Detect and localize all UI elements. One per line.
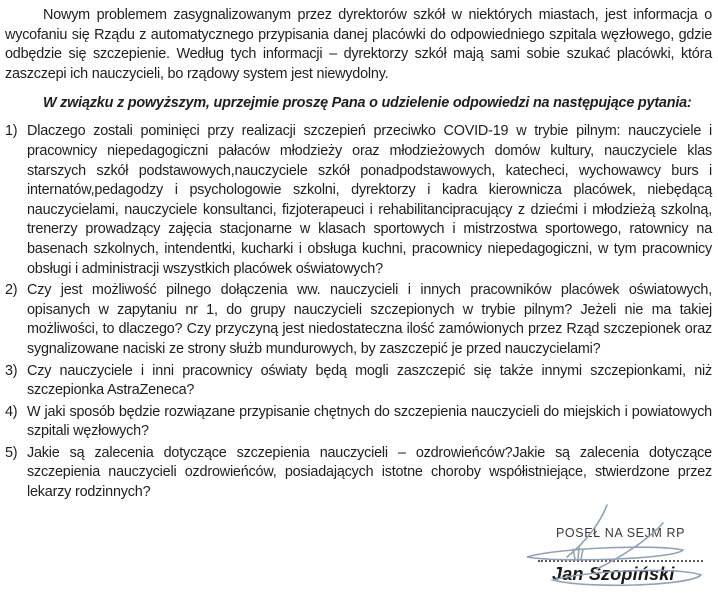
question-text: Czy nauczyciele i inni pracownicy oświaty będą mogli zaszczepić się także innymi szczepionkami, niż szczepionka AstraZeneca? xyxy=(27,362,712,399)
signature-title: POSEŁ NA SEJM RP xyxy=(556,526,686,540)
opening-paragraph: Nowym problemem zasygnalizowanym przez dyrektorów szkół w niektórych miastach, jest informacja o wycofaniu się Rządu z automatycznego przypisania danej placówki do odpowiedniego szpitala węzłowego, gdzie odbędzie się szczepienie. Według tych informacji – dyrektorzy szkół mają sami sobie szukać placówki, która zaszczepi ich nauczycieli, bo rządowy system jest niewydolny. xyxy=(5,7,712,82)
question-item-4 xyxy=(5,403,712,442)
question-item-3 xyxy=(5,362,712,401)
question-text: Jakie są zalecenia dotyczące szczepienia nauczycieli – ozdrowieńców?Jakie są zalecenia dotyczące szczepienia nauczycieli ozdrowieńców, posiadających istotne choroby współistniejące, stwierdzone przez lekarzy rodzinnych? xyxy=(27,444,712,501)
question-number: 1) xyxy=(5,123,18,140)
questions-list xyxy=(5,122,712,502)
question-item-5 xyxy=(5,444,712,503)
question-number: 4) xyxy=(5,403,18,420)
question-item-1 xyxy=(5,122,712,279)
question-text: Czy jest możliwość pilnego dołączenia ww. nauczycieli i innych pracowników placówek oświatowych, opisanych w zapytaniu nr 1, do grupy nauczycieli szczepionych w trybie pilnym? Jeżeli nie ma takiej możliwości, to dlaczego? Czy przyczyną jest niedostateczna ilość zamówionych przez Rząd szczepionek oraz sygnalizowane naciski ze strony służb mundurowych, by zaszczepić je przed nauczycielami? xyxy=(27,282,712,357)
question-number: 2) xyxy=(5,282,18,299)
signature-name: Jan Szopiński xyxy=(552,564,675,584)
question-number: 5) xyxy=(5,444,18,461)
question-item-2 xyxy=(5,281,712,359)
signature-dotted-line xyxy=(538,560,703,562)
questions-intro-line: W związku z powyższym, uprzejmie proszę Pana o udzielenie odpowiedzi na następujące pytania: xyxy=(43,95,692,112)
question-number: 3) xyxy=(5,362,18,379)
question-text: Dlaczego zostali pominięci przy realizacji szczepień przeciwko COVID-19 w trybie pilnym: nauczyciele i pracownicy niepedagogiczni pałaców młodzieży oraz młodzieżowych domów kultury, nauczyciele klas starszych szkół podstawowych,nauczyciele szkół ponadpodstawowych, katecheci, wychowawcy burs i internatów,pedagodzy i psychologowie szkolni, dyrektorzy i kadra kierownicza placówek, niebędącą nauczycielami, nauczyciele konsultanci, fizjoterapeuci i rehabilitancipracujący z dziećmi i młodzieżą szkolną, trenerzy prowadzący zajęcia stacjonarne w klasach sportowych i mistrzostwa sportowego, ratownicy na basenach szkolnych, intendentki, kucharki i obsługa kuchni, pracownicy niepedagogiczni, w tym pracownicy obsługi i administracji wszystkich placówek oświatowych? xyxy=(27,123,712,277)
letter-body xyxy=(5,6,712,505)
question-text: W jaki sposób będzie rozwiązane przypisanie chętnych do szczepienia nauczycieli do miejskich i powiatowych szpitali węzłowych? xyxy=(27,403,712,440)
